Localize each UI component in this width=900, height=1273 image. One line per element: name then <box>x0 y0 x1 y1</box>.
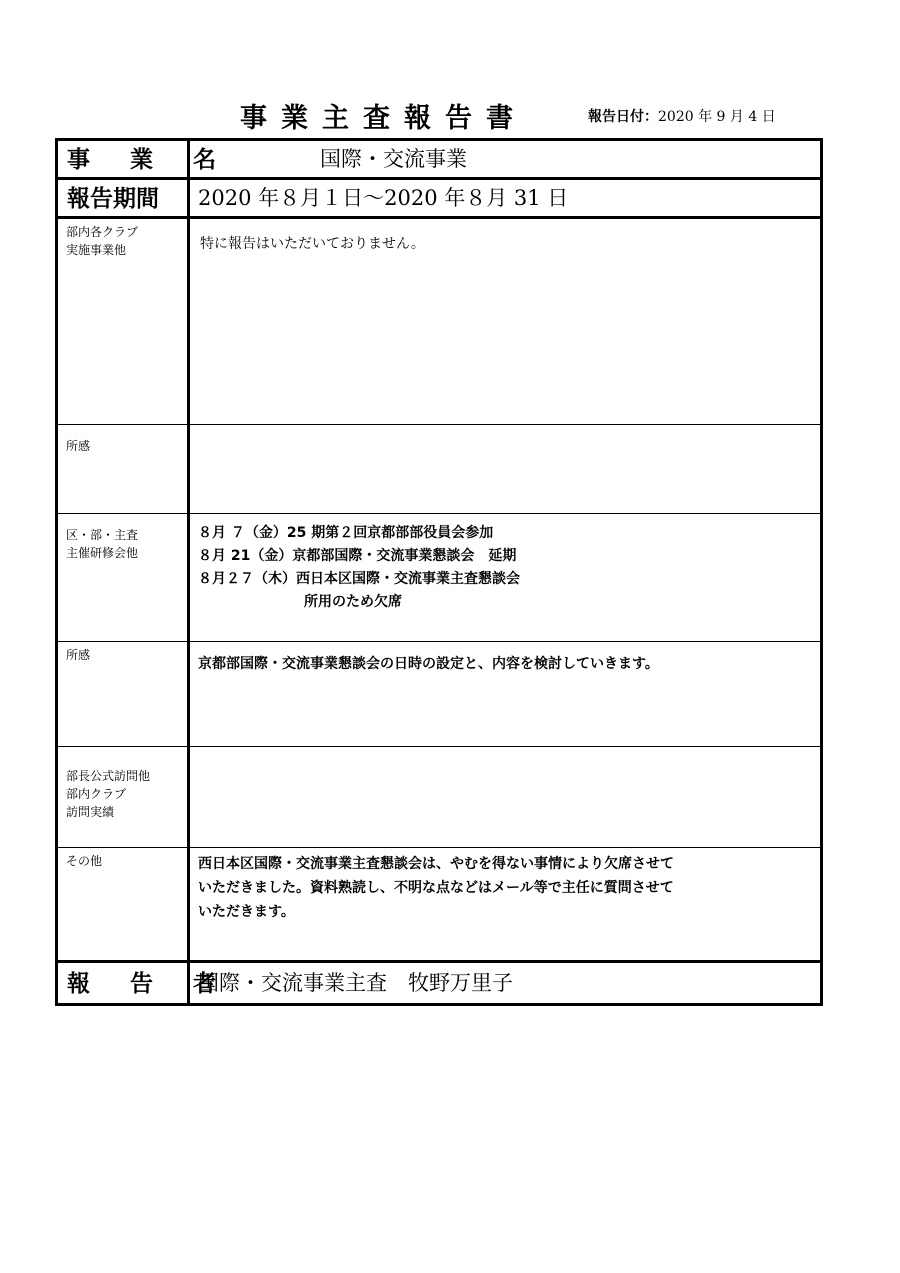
other-line: いただきます。 <box>198 904 295 920</box>
label-line: 区・部・主査 <box>66 528 139 542</box>
project-label: 事 業 名 <box>67 147 233 173</box>
row-impression-2 <box>57 642 822 747</box>
row-impression-1 <box>57 425 822 514</box>
row-period <box>57 179 822 218</box>
row-visits <box>57 747 822 848</box>
label-line: 主催研修会他 <box>66 546 139 560</box>
other-label: その他 <box>66 854 103 868</box>
club-activities-value: 特に報告はいただいておりません。 <box>200 236 425 252</box>
title-bar <box>0 96 900 136</box>
meeting-line: 所用のため欠席 <box>304 594 402 610</box>
meeting-line: ８月２７（木）西日本区国際・交流事業主査懇談会 <box>198 571 520 587</box>
row-reporter <box>57 962 822 1005</box>
row-meetings <box>57 514 822 642</box>
report-date-value: 2020 年 9 月 4 日 <box>658 109 776 125</box>
label-line: 部内各クラブ <box>66 225 139 239</box>
club-activities-label <box>58 219 187 259</box>
period-value: 2020 年８月１日～2020 年８月 31 日 <box>198 186 569 210</box>
report-table <box>55 138 823 1006</box>
label-line: 訪問実績 <box>66 805 115 819</box>
other-line: いただきました。資料熟読し、不明な点などはメール等で主任に質問させて <box>198 880 674 896</box>
meeting-line: ８月 21（金）京都部国際・交流事業懇談会 延期 <box>198 548 517 564</box>
label-line: 実施事業他 <box>66 243 127 257</box>
document-title: 事業主査報告書 <box>240 103 527 134</box>
visits-label <box>58 747 187 821</box>
impression-2-label: 所感 <box>66 648 91 662</box>
row-club-activities <box>57 218 822 425</box>
visits-value <box>190 747 820 753</box>
project-value: 国際・交流事業 <box>320 147 467 171</box>
meetings-label <box>58 514 187 562</box>
other-value <box>190 848 820 924</box>
period-label: 報告期間 <box>67 186 159 212</box>
label-line: 部長公式訪問他 <box>66 769 151 783</box>
meeting-line: ８月 ７（金）25 期第２回京都部部役員会参加 <box>198 525 494 541</box>
impression-1-label: 所感 <box>66 439 91 453</box>
row-project <box>57 140 822 179</box>
reporter-value: 国際・交流事業主査 牧野万里子 <box>198 971 513 995</box>
impression-2-value: 京都部国際・交流事業懇談会の日時の設定と、内容を検討していきます。 <box>198 656 659 672</box>
meetings-value <box>190 514 820 614</box>
other-line: 西日本区国際・交流事業主査懇談会は、やむを得ない事情により欠席させて <box>198 856 674 872</box>
reporter-label: 報 告 者 <box>67 971 233 997</box>
row-other <box>57 848 822 962</box>
report-date <box>588 106 776 126</box>
report-date-label: 報告日付： <box>588 109 658 125</box>
impression-1-value <box>190 425 820 431</box>
label-line: 部内クラブ <box>66 787 127 801</box>
